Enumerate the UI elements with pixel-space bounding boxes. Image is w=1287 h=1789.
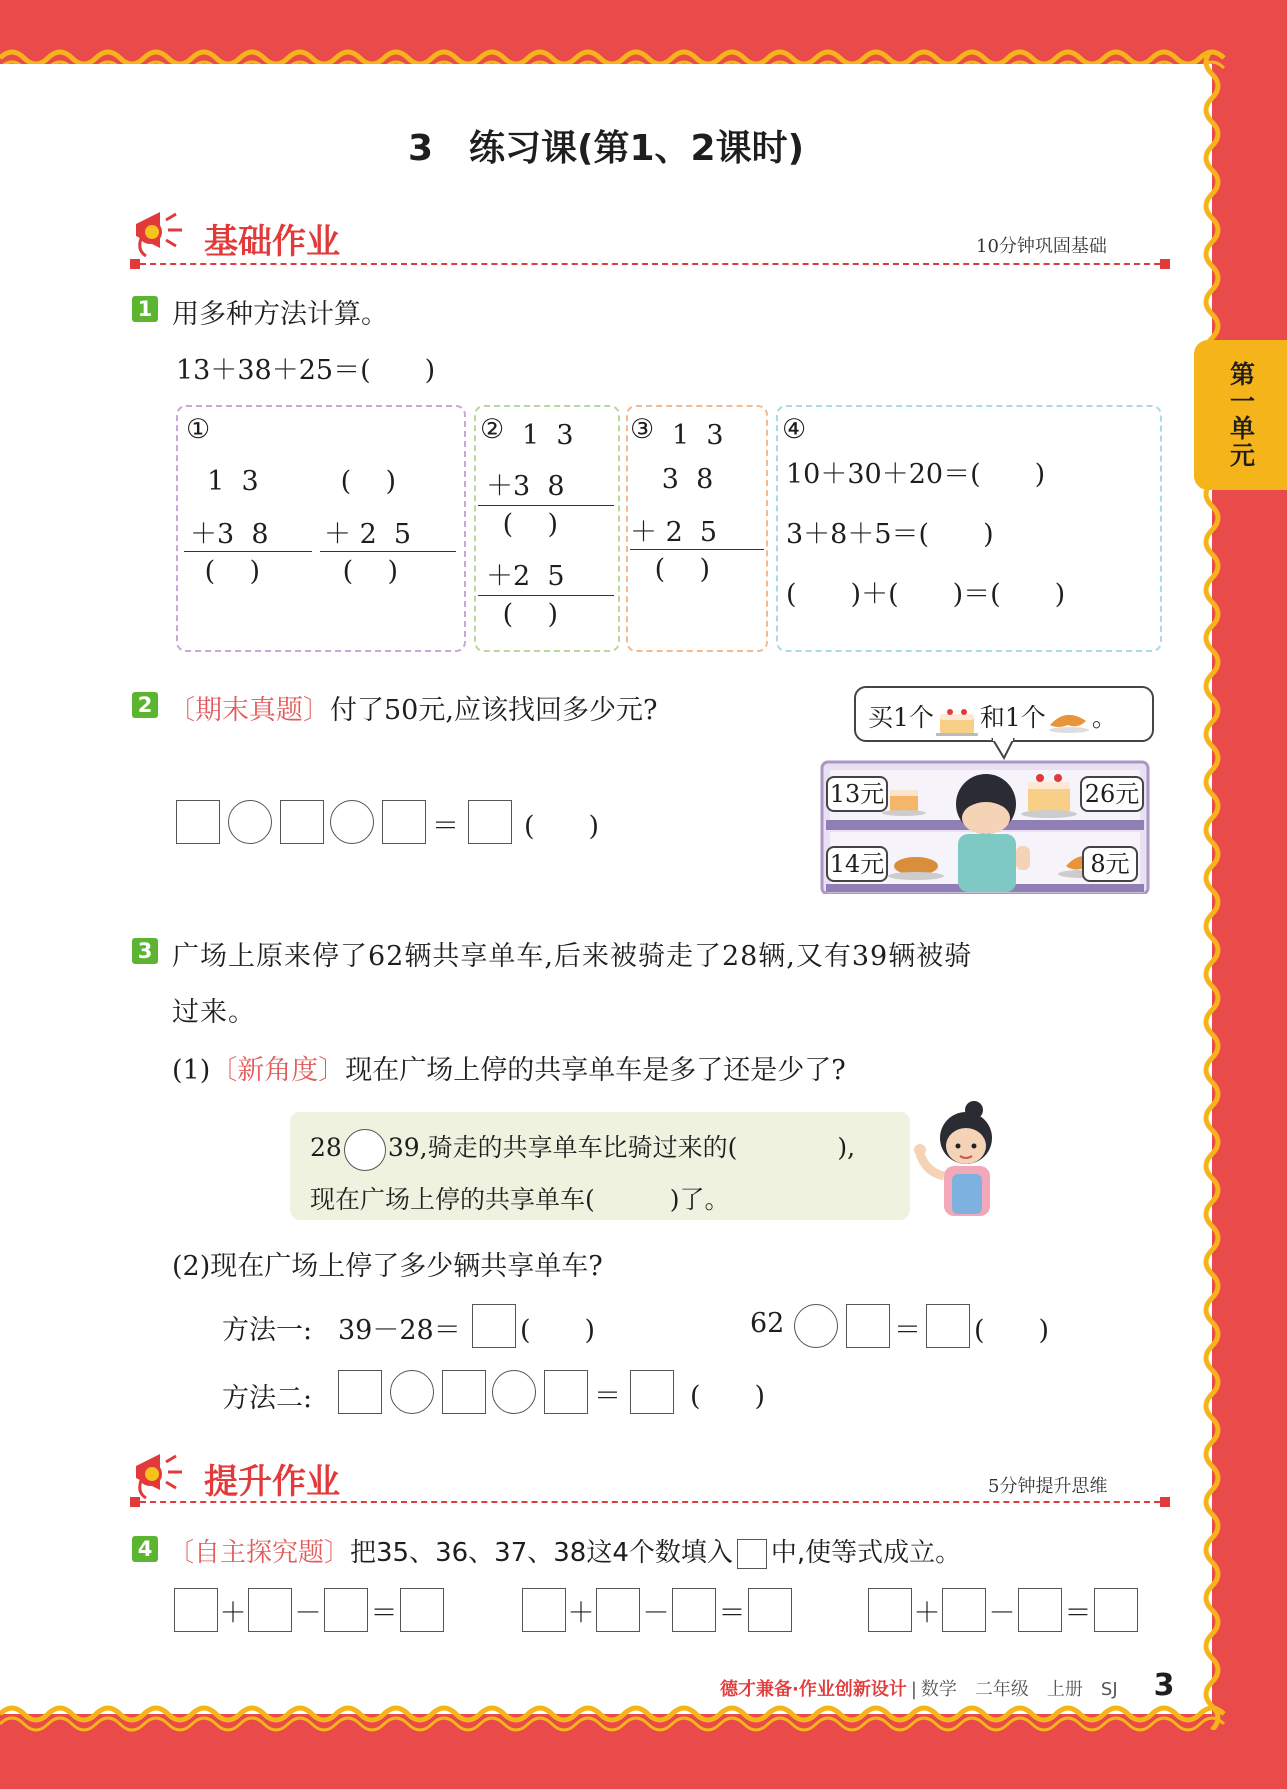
method-label-3: ③ — [630, 414, 655, 445]
unit-blank[interactable]: ( ) — [974, 1315, 1050, 1346]
operator-circle[interactable] — [228, 800, 272, 844]
price-text: 26元 — [1084, 780, 1140, 808]
question-tag: 〔期末真题〕 — [168, 695, 330, 726]
answer-box[interactable] — [942, 1588, 986, 1632]
method-label-4: ④ — [782, 414, 807, 445]
equation-group-3 — [868, 1588, 1138, 1632]
calc-line — [630, 549, 764, 550]
trumpet-icon — [130, 1448, 190, 1502]
method-label-2: ② — [480, 414, 505, 445]
girl-illustration — [914, 1100, 1014, 1216]
bubble-text-mid: 和1个 — [979, 703, 1046, 732]
question-body: 把35、36、37、38这4个数填入 — [350, 1538, 733, 1568]
method-expression: 39－28＝ — [338, 1315, 461, 1346]
trumpet-icon — [130, 206, 190, 260]
unit-side-tab — [1194, 340, 1287, 490]
divider-dot-right — [1160, 259, 1170, 269]
sub-question-text: 现在广场上停的共享单车是多了还是少了? — [345, 1055, 846, 1086]
calc-row: 3 8 — [636, 464, 714, 495]
calc-answer-blank[interactable]: ( ) — [334, 556, 398, 587]
footer-separator: | — [910, 1679, 917, 1700]
plus-sign: ＋ — [567, 1597, 595, 1629]
question-number: 4 — [132, 1536, 158, 1562]
section-divider — [140, 1501, 1160, 1503]
calc-row: ＋2 5 — [486, 561, 565, 592]
divider-dot-left — [130, 259, 140, 269]
calc-row: ＋ 2 5 — [630, 517, 718, 548]
section-title-basic: 基础作业 — [204, 222, 340, 262]
question-text — [168, 688, 657, 727]
answer-box[interactable] — [248, 1588, 292, 1632]
answer-box[interactable] — [748, 1588, 792, 1632]
sub-question-2: (2)现在广场上停了多少辆共享单车? — [172, 1251, 603, 1282]
footer-subject: 数学 二年级 上册 SJ — [920, 1679, 1118, 1700]
section-divider — [140, 263, 1160, 265]
question-expression: 13＋38＋25＝( ) — [176, 355, 436, 386]
price-tag — [1080, 776, 1144, 812]
calc-row: 3＋8＋5＝( ) — [786, 519, 994, 550]
hint-line — [310, 1128, 855, 1171]
calc-row: 10＋30＋20＝( ) — [786, 459, 1046, 490]
answer-box[interactable] — [324, 1588, 368, 1632]
unit-tab-label: 第一单元 — [1226, 361, 1256, 469]
answer-box[interactable] — [672, 1588, 716, 1632]
question-number: 2 — [132, 692, 158, 718]
unit-blank[interactable]: ( ) — [690, 1381, 766, 1412]
cake-icon — [934, 702, 980, 738]
price-text: 8元 — [1090, 850, 1130, 878]
answer-box[interactable] — [174, 1588, 218, 1632]
question-text — [168, 1532, 961, 1569]
unit-blank[interactable]: ( ) — [524, 811, 600, 842]
minus-sign: － — [294, 1597, 322, 1629]
answer-box[interactable] — [400, 1588, 444, 1632]
answer-box[interactable] — [472, 1304, 516, 1348]
footer-brand: 德才兼备·作业创新设计 — [720, 1679, 907, 1700]
method-label-1: ① — [186, 414, 211, 445]
calc-answer-blank[interactable]: ( ) — [196, 556, 260, 587]
section-subtitle-advanced: 5分钟提升思维 — [988, 1476, 1108, 1497]
equals-sign: ＝ — [894, 1315, 921, 1346]
sub-question-number: (1) — [172, 1055, 211, 1086]
minus-sign: － — [642, 1597, 670, 1629]
plus-sign: ＋ — [219, 1597, 247, 1629]
question-tag: 〔新角度〕 — [210, 1055, 346, 1086]
question-text: 过来。 — [172, 997, 256, 1028]
answer-box[interactable] — [846, 1304, 890, 1348]
hint-number: 28 — [310, 1133, 342, 1162]
page-number: 3 — [1153, 1668, 1175, 1703]
equation-group-1 — [174, 1588, 444, 1632]
calc-row: ＋3 8 — [190, 519, 269, 550]
croissant-icon — [1046, 705, 1092, 735]
operator-circle[interactable] — [794, 1304, 838, 1348]
price-tag — [826, 846, 888, 882]
calc-answer-blank[interactable]: ( ) — [494, 509, 558, 540]
answer-box[interactable] — [926, 1304, 970, 1348]
answer-box[interactable] — [596, 1588, 640, 1632]
calc-row: ( )＋( )＝( ) — [786, 579, 1066, 610]
divider-dot-left — [130, 1497, 140, 1507]
calc-line — [478, 505, 614, 506]
calc-line — [184, 551, 312, 552]
calc-row: 1 3 — [190, 466, 259, 497]
price-tag — [1082, 846, 1138, 882]
hint-text: 39,骑走的共享单车比骑过来的( ), — [387, 1133, 856, 1162]
calc-row: ＋ 2 5 — [324, 519, 412, 550]
equals-sign: ＝ — [432, 811, 459, 842]
method-number: 62 — [750, 1308, 785, 1339]
bottom-wave-border — [0, 1700, 1240, 1736]
equals-sign: ＝ — [594, 1381, 621, 1412]
plus-sign: ＋ — [913, 1597, 941, 1629]
price-text: 13元 — [829, 780, 885, 808]
calc-line — [320, 551, 456, 552]
question-text: 用多种方法计算。 — [172, 299, 388, 330]
page-title: 3 练习课(第1、2课时) — [407, 128, 805, 169]
bubble-text — [868, 698, 1117, 738]
bubble-tail — [990, 738, 1020, 760]
calc-line — [478, 595, 614, 596]
calc-answer-blank[interactable]: ( ) — [646, 554, 710, 585]
bubble-text-post: 。 — [1091, 703, 1117, 732]
question-number: 3 — [132, 938, 158, 964]
method-label: 方法一: — [222, 1315, 313, 1346]
question-body: 中,使等式成立。 — [770, 1538, 962, 1568]
calc-answer-blank[interactable]: ( ) — [494, 599, 558, 630]
right-wave-border — [1196, 50, 1232, 1730]
operator-circle[interactable] — [344, 1129, 386, 1171]
divider-dot-right — [1160, 1497, 1170, 1507]
question-tag: 〔自主探究题〕 — [168, 1538, 351, 1568]
operator-circle[interactable] — [492, 1370, 536, 1414]
unit-blank[interactable]: ( ) — [520, 1315, 596, 1346]
price-text: 14元 — [829, 850, 885, 878]
equation-group-2 — [522, 1588, 792, 1632]
operator-circle[interactable] — [390, 1370, 434, 1414]
equals-sign: ＝ — [370, 1597, 398, 1629]
question-text: 广场上原来停了62辆共享单车,后来被骑走了28辆,又有39辆被骑 — [172, 941, 973, 972]
bubble-text-pre: 买1个 — [868, 703, 934, 732]
method-label: 方法二: — [222, 1383, 313, 1414]
operator-circle[interactable] — [330, 800, 374, 844]
answer-box[interactable] — [522, 1588, 566, 1632]
answer-box[interactable] — [630, 1370, 674, 1414]
answer-box[interactable] — [442, 1370, 486, 1414]
calc-row: 1 3 — [522, 420, 574, 451]
equals-sign: ＝ — [718, 1597, 746, 1629]
answer-box[interactable] — [280, 800, 324, 844]
calc-answer-blank[interactable]: ( ) — [332, 466, 396, 497]
section-title-advanced: 提升作业 — [204, 1462, 340, 1502]
hint-line: 现在广场上停的共享单车( )了。 — [310, 1185, 730, 1214]
minus-sign: － — [988, 1597, 1016, 1629]
question-body: 付了50元,应该找回多少元? — [330, 695, 658, 726]
price-tag — [826, 776, 888, 812]
equals-sign: ＝ — [1064, 1597, 1092, 1629]
answer-box[interactable] — [468, 800, 512, 844]
answer-box[interactable] — [1018, 1588, 1062, 1632]
footer — [720, 1668, 1175, 1703]
calc-row: 1 3 — [672, 420, 724, 451]
answer-box[interactable] — [868, 1588, 912, 1632]
calc-row: ＋3 8 — [486, 471, 565, 502]
box-symbol — [737, 1539, 767, 1569]
answer-box[interactable] — [382, 800, 426, 844]
section-subtitle-basic: 10分钟巩固基础 — [976, 236, 1107, 257]
sub-question-1 — [172, 1048, 846, 1087]
answer-box[interactable] — [1094, 1588, 1138, 1632]
question-number: 1 — [132, 296, 158, 322]
answer-box[interactable] — [176, 800, 220, 844]
answer-box[interactable] — [544, 1370, 588, 1414]
answer-box[interactable] — [338, 1370, 382, 1414]
